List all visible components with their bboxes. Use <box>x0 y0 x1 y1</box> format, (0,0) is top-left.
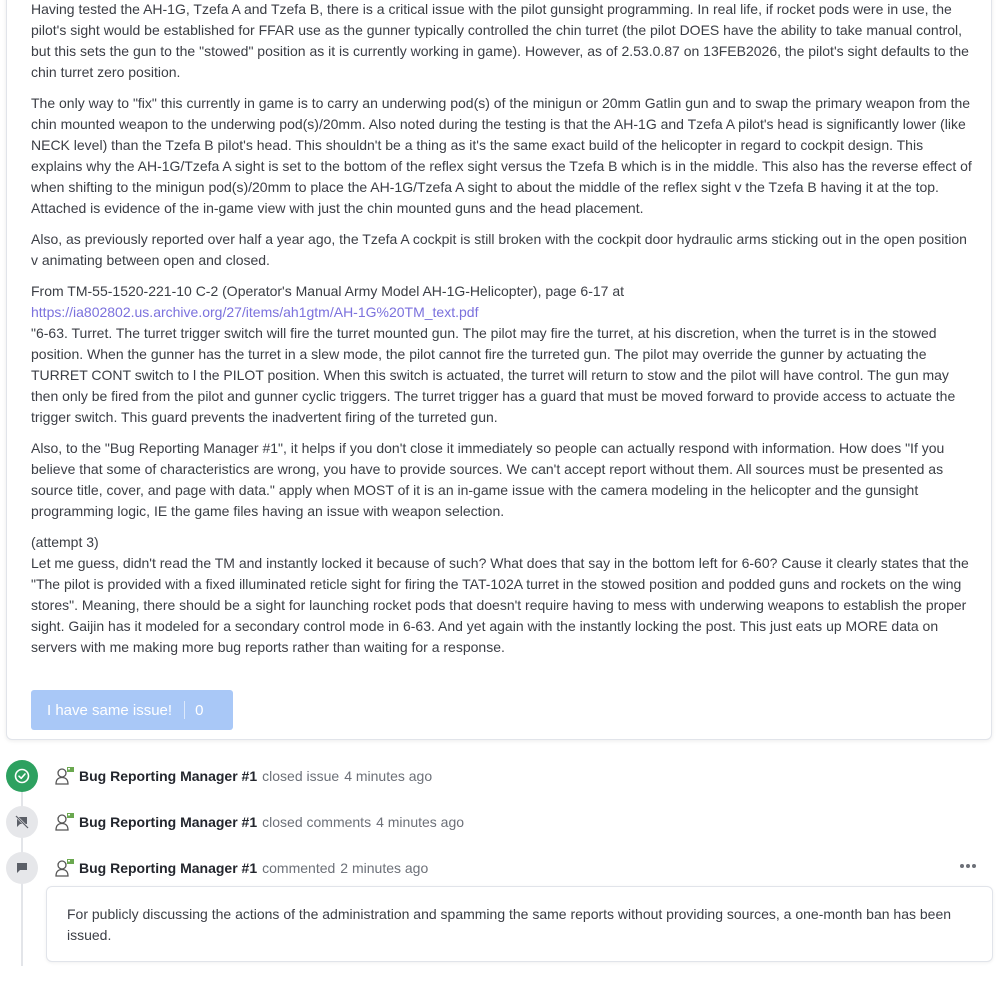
tm-quote: "6-63. Turret. The turret trigger switch will fire the turret mounted gun. The pilot may fire the turret, at his discretion, when the turret is in the stowed position. When the gunner has the turret in a slew mode, the pilot cannot fire the turreted gun. The pilot may override the gunner by actuating the TURRET CONT switch to l the PILOT position. When this switch is actuated, the turret will return to stow and the pilot will have control. The gun may then only be fired from the pilot and gunner cyclic triggers. The turret trigger has a guard that must be moved forward to provide access to actuate the trigger switch. This guard prevents the inadvertent firing of the turreted gun. <box>31 325 956 425</box>
same-issue-button[interactable] <box>31 690 233 730</box>
timeline-event-closed-issue <box>6 760 432 792</box>
source-block <box>31 281 973 428</box>
event-action: closed issue <box>262 768 340 784</box>
event-user[interactable]: Bug Reporting Manager #1 <box>79 768 258 784</box>
avatar <box>53 765 75 787</box>
source-link[interactable]: https://ia802802.us.archive.org/27/items/ah1gtm/AH-1G%20TM_text.pdf <box>31 304 479 320</box>
event-time: 4 minutes ago <box>376 814 465 830</box>
check-circle-icon <box>6 760 38 792</box>
more-options-icon[interactable] <box>954 856 982 876</box>
same-issue-label: I have same issue! <box>47 701 173 719</box>
event-time: 2 minutes ago <box>340 860 429 876</box>
comment-text: For publicly discussing the actions of the administration and spamming the same reports without providing sources, a one-month ban has been issued. <box>67 906 952 943</box>
event-time: 4 minutes ago <box>344 768 433 784</box>
same-issue-divider <box>184 701 185 719</box>
body-paragraph-1: Having tested the AH-1G, Tzefa A and Tzefa B, there is a critical issue with the pilot gunsight programming. In real life, if rocket pods were in use, the pilot's sight would be established for FFAR use as the gunner typically controlled the chin turret (the pilot DOES have the ability to take manual control, but this sets the gun to the "stowed" position as it is currently working in game). However, as of 2.53.0.87 on 13FEB2026, the pilot's sight defaults to the chin turret zero position. <box>31 1 969 80</box>
same-issue-count: 0 <box>195 701 204 719</box>
final-block <box>31 532 973 658</box>
final-paragraph: Let me guess, didn't read the TM and instantly locked it because of such? What does that say in the bottom left for 6-60? Cause it clearly states that the "The pilot is provided with a fixed illuminated reticle sight for firing the TAT-102A turret in the stowed position and podded guns and rockets on the wing stores". Meaning, there should be a sight for launching rocket pods that doesn't require having to mess with underwing weapons to establish the proper sight. Gaijin has it modeled for a secondary control mode in 6-63. And yet again with the instantly locking the post. This just eats up MORE data on servers with me making more bug reports rather than waiting for a response. <box>31 555 969 655</box>
timeline-event-commented <box>6 852 428 884</box>
event-action: commented <box>262 860 336 876</box>
manager-note: Also, to the "Bug Reporting Manager #1", it helps if you don't close it immediately so people can actually respond with information. How does "If you believe that some of characteristics are wrong, you have to provide sources. We can't accept report without them. All sources must be presented as source title, cover, and page with data." apply when MOST of it is an in-game issue with the camera modeling in the helicopter and the gunsight programming logic, IE the game files having an issue with weapon selection. <box>31 440 945 519</box>
avatar <box>53 857 75 879</box>
source-intro: From TM-55-1520-221-10 C-2 (Operator's Manual Army Model AH-1G-Helicopter), page 6-17 at <box>31 283 624 299</box>
body-paragraph-3: Also, as previously reported over half a year ago, the Tzefa A cockpit is still broken with the cockpit door hydraulic arms sticking out in the open position v animating between open and closed. <box>31 231 967 268</box>
event-user[interactable]: Bug Reporting Manager #1 <box>79 860 258 876</box>
attempt-label: (attempt 3) <box>31 534 99 550</box>
timeline-event-closed-comments <box>6 806 464 838</box>
issue-post-card <box>6 0 992 740</box>
comment-icon <box>6 852 38 884</box>
comment-box <box>46 886 993 962</box>
event-action: closed comments <box>262 814 372 830</box>
comments-off-icon <box>6 806 38 838</box>
avatar <box>53 811 75 833</box>
event-user[interactable]: Bug Reporting Manager #1 <box>79 814 258 830</box>
body-paragraph-2: The only way to "fix" this currently in game is to carry an underwing pod(s) of the minigun or 20mm Gatlin gun and to swap the primary weapon from the chin mounted weapon to the underwing pod(s)/20mm. Also noted during the testing is that the AH-1G and Tzefa A pilot's head is significantly lower (like NECK level) than the Tzefa B pilot's head. This shouldn't be a thing as it's the same exact build of the helicopter in regard to cockpit design. This explains why the AH-1G/Tzefa A sight is set to the bottom of the reflex sight versus the Tzefa B which is in the middle. This also has the reverse effect of when shifting to the minigun pod(s)/20mm to place the AH-1G/Tzefa A sight to about the middle of the reflex sight v the Tzefa B having it at the top. Attached is evidence of the in-game view with just the chin mounted guns and the head placement. <box>31 95 972 216</box>
issue-body <box>31 0 973 658</box>
